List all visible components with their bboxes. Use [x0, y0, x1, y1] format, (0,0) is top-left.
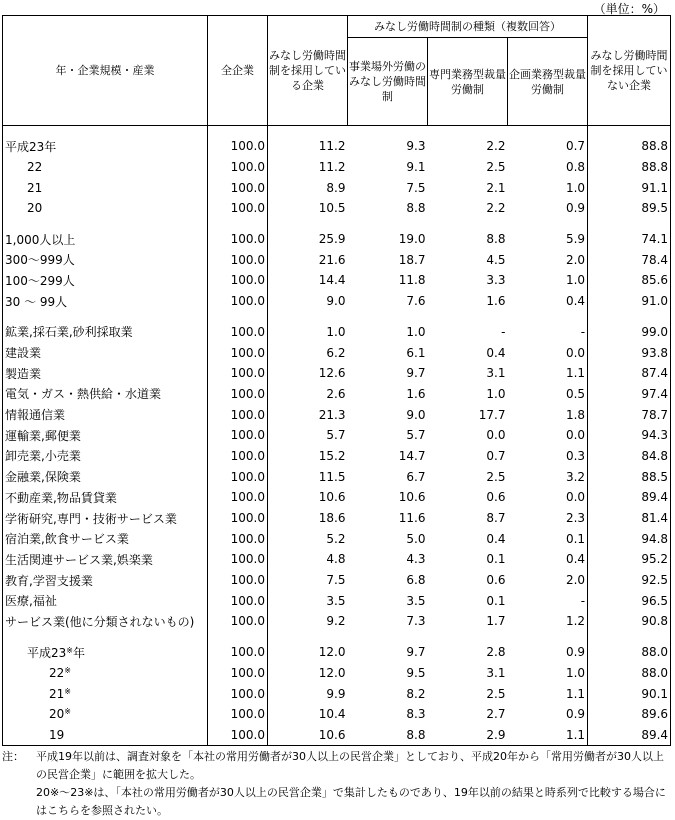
note-mark-sup: ※ [66, 645, 73, 655]
cell-value: 9.5 [406, 665, 426, 680]
cell-value: 88.8 [588, 136, 671, 157]
cell-value: 14.4 [268, 270, 348, 291]
cell-value: 14.7 [398, 448, 426, 463]
cell-value: 8.8 [348, 725, 428, 746]
cell-value: 9.0 [406, 407, 426, 422]
table-row [3, 704, 671, 725]
cell-value: 100.0 [208, 404, 268, 425]
cell-value: 21.6 [268, 249, 348, 270]
cell-value: 3.5 [406, 593, 426, 608]
cell-value: 1.2 [565, 614, 586, 629]
cell-value: 91.0 [588, 291, 671, 312]
table-row [3, 404, 671, 425]
cell-value: 10.4 [268, 704, 348, 725]
cell-value: 2.8 [486, 645, 506, 660]
cell-value: 100.0 [208, 363, 268, 384]
cell-value: 5.7 [406, 428, 426, 443]
row-label: 平成23年 [3, 136, 208, 157]
cell-value: 100.0 [208, 291, 268, 312]
cell-value: 2.5 [486, 686, 506, 701]
cell-value: 0.1 [486, 593, 506, 608]
cell-value: 2.5 [486, 160, 506, 175]
cell-value: 94.8 [588, 528, 671, 549]
cell-value: 74.1 [588, 229, 671, 250]
cell-value: 99.0 [588, 322, 671, 343]
cell-value: 84.8 [588, 446, 671, 467]
cell-value: 11.6 [398, 511, 426, 526]
notes [2, 748, 670, 820]
cell-value: 9.1 [406, 160, 426, 175]
note-mark-sup: ※ [64, 686, 71, 696]
cell-value: 10.6 [268, 725, 348, 746]
cell-value: 100.0 [208, 425, 268, 446]
table-row [3, 229, 671, 250]
cell-value: 0.6 [486, 573, 506, 588]
cell-value: 0.7 [486, 448, 506, 463]
cell-value: 8.2 [406, 686, 426, 701]
cell-value: 0.1 [486, 552, 506, 567]
cell-value: 11.5 [268, 466, 348, 487]
cell-value: 91.1 [588, 177, 671, 198]
row-label: サービス業(他に分類されないもの) [3, 611, 208, 632]
cell-value: 2.0 [565, 573, 586, 588]
row-label: 電気・ガス・熱供給・水道業 [3, 384, 208, 405]
row-label: 22 [3, 157, 208, 178]
cell-value: 5.9 [565, 232, 586, 247]
cell-value: 0.4 [565, 552, 586, 567]
header-type-professional: 専門業務型裁量労働制 [428, 38, 508, 126]
row-label: 卸売業,小売業 [3, 446, 208, 467]
cell-value: 4.8 [268, 549, 348, 570]
cell-value: 93.8 [588, 342, 671, 363]
cell-value: 0.6 [486, 490, 506, 505]
cell-value: 2.7 [486, 707, 506, 722]
table-row [3, 363, 671, 384]
table-row [3, 270, 671, 291]
cell-value: - [501, 324, 506, 339]
cell-value: 19.0 [398, 232, 426, 247]
cell-value: 3.5 [268, 590, 348, 611]
cell-value: 100.0 [208, 270, 268, 291]
cell-value: 11.2 [268, 157, 348, 178]
cell-value: 90.1 [588, 683, 671, 704]
cell-value: 0.4 [565, 294, 586, 309]
cell-value: 9.2 [268, 611, 348, 632]
cell-value: 4.3 [406, 552, 426, 567]
cell-value: 0.7 [565, 139, 586, 154]
row-label: 100～299人 [3, 270, 208, 291]
cell-value: 2.9 [428, 725, 508, 746]
cell-value: 97.4 [588, 384, 671, 405]
row-label: 22※ [3, 663, 208, 684]
cell-value: 0.0 [486, 428, 506, 443]
row-label: 20 [3, 198, 208, 219]
cell-value: 11.2 [268, 136, 348, 157]
table-row [3, 683, 671, 704]
cell-value: 9.0 [268, 291, 348, 312]
cell-value: 88.8 [588, 157, 671, 178]
cell-value: 1.1 [508, 725, 588, 746]
table-row [3, 291, 671, 312]
table-body [3, 126, 671, 746]
cell-value: 12.0 [268, 663, 348, 684]
cell-value: 8.8 [486, 232, 506, 247]
table-row [3, 611, 671, 632]
table-row [3, 177, 671, 198]
cell-value: 1.1 [565, 366, 586, 381]
header-row-label: 年・企業規模・産業 [3, 16, 208, 126]
cell-value: 100.0 [208, 384, 268, 405]
cell-value: 8.7 [486, 511, 506, 526]
row-label: 鉱業,採石業,砂利採取業 [3, 322, 208, 343]
table-row [3, 487, 671, 508]
cell-value: 100.0 [208, 229, 268, 250]
row-label: 平成23※年 [3, 642, 208, 663]
table-row [3, 528, 671, 549]
cell-value: 21.3 [268, 404, 348, 425]
cell-value: 100.0 [208, 725, 268, 746]
cell-value: 100.0 [208, 528, 268, 549]
table-row [3, 384, 671, 405]
row-label: 運輸業,郵便業 [3, 425, 208, 446]
cell-value: 1.6 [486, 294, 506, 309]
cell-value: 1.8 [565, 407, 586, 422]
cell-value: 17.7 [478, 407, 506, 422]
row-label: 建設業 [3, 342, 208, 363]
row-label: 21※ [3, 683, 208, 704]
cell-value: 8.9 [268, 177, 348, 198]
cell-value: 1.0 [565, 180, 586, 195]
cell-value: 100.0 [208, 487, 268, 508]
cell-value: 6.2 [268, 342, 348, 363]
cell-value: 3.2 [565, 469, 586, 484]
cell-value: 5.2 [268, 528, 348, 549]
cell-value: 89.6 [588, 704, 671, 725]
cell-value: 100.0 [208, 446, 268, 467]
cell-value: 5.0 [406, 531, 426, 546]
cell-value: 10.6 [398, 490, 426, 505]
cell-value: 7.5 [406, 180, 426, 195]
cell-value: 12.0 [268, 642, 348, 663]
cell-value: 100.0 [208, 704, 268, 725]
table-row [3, 590, 671, 611]
note-line-2: 20※～23※は、「本社の常用労働者が30人以上の民営企業」で集計したものであり、19年以前の結果と時系列で比較する場合にはこちらを参照されたい。 [36, 786, 666, 817]
cell-value: 0.0 [565, 345, 586, 360]
cell-value: 100.0 [208, 342, 268, 363]
cell-value: 100.0 [208, 198, 268, 219]
cell-value: 100.0 [208, 590, 268, 611]
spacer-row [3, 312, 671, 322]
note-mark-sup: ※ [64, 707, 71, 717]
table-row [3, 249, 671, 270]
cell-value: 0.9 [565, 201, 586, 216]
spacer-row [3, 219, 671, 229]
header-type-outside-work: 事業場外労働のみなし労働時間制 [348, 38, 428, 126]
cell-value: 2.5 [486, 469, 506, 484]
cell-value: 90.8 [588, 611, 671, 632]
cell-value: 1.0 [486, 386, 506, 401]
cell-value: 10.6 [268, 487, 348, 508]
cell-value: 3.3 [486, 273, 506, 288]
cell-value: 1.1 [565, 686, 586, 701]
table-row [3, 663, 671, 684]
spacer-row [3, 632, 671, 642]
table-row [3, 466, 671, 487]
cell-value: 89.4 [588, 487, 671, 508]
cell-value: 100.0 [208, 549, 268, 570]
cell-value: 3.1 [486, 665, 506, 680]
statistics-table [2, 15, 671, 746]
cell-value: 100.0 [208, 322, 268, 343]
table-row [3, 570, 671, 591]
cell-value: 2.1 [486, 180, 506, 195]
row-label: 医療,福祉 [3, 590, 208, 611]
row-label: 宿泊業,飲食サービス業 [3, 528, 208, 549]
table-row [3, 642, 671, 663]
cell-value: 0.8 [565, 160, 586, 175]
cell-value: 11.8 [398, 273, 426, 288]
table-row [3, 549, 671, 570]
cell-value: 7.5 [268, 570, 348, 591]
cell-value: 6.8 [406, 573, 426, 588]
cell-value: 100.0 [208, 157, 268, 178]
cell-value: 0.0 [565, 428, 586, 443]
cell-value: 100.0 [208, 663, 268, 684]
cell-value: 3.1 [486, 366, 506, 381]
cell-value: 1.0 [565, 273, 586, 288]
cell-value: 88.0 [588, 642, 671, 663]
cell-value: 18.7 [398, 252, 426, 267]
row-label: 21 [3, 177, 208, 198]
row-label: 1,000人以上 [3, 229, 208, 250]
cell-value: 0.4 [486, 345, 506, 360]
cell-value: 25.9 [268, 229, 348, 250]
table-header [3, 16, 671, 126]
cell-value: 95.2 [588, 549, 671, 570]
cell-value: 9.3 [406, 139, 426, 154]
cell-value: 9.9 [268, 683, 348, 704]
cell-value: 0.0 [565, 490, 586, 505]
cell-value: 1.6 [406, 386, 426, 401]
cell-value: 2.2 [486, 139, 506, 154]
cell-value: 96.5 [588, 590, 671, 611]
note-line-1: 平成19年以前は、調査対象を「本社の常用労働者が30人以上の民営企業」としており、平成20年から「常用労働者が30人以上の民営企業」に範囲を拡大した。 [36, 750, 664, 781]
cell-value: 12.6 [268, 363, 348, 384]
header-type-planning: 企画業務型裁量労働制 [508, 38, 588, 126]
cell-value: 89.5 [588, 198, 671, 219]
table-row [3, 725, 671, 746]
cell-value: 10.5 [268, 198, 348, 219]
row-label: 19 [3, 725, 208, 746]
table-row [3, 322, 671, 343]
table-row [3, 198, 671, 219]
cell-value: 88.0 [588, 663, 671, 684]
cell-value: 85.6 [588, 270, 671, 291]
cell-value: 4.5 [486, 252, 506, 267]
cell-value: 100.0 [208, 611, 268, 632]
cell-value: 94.3 [588, 425, 671, 446]
cell-value: 15.2 [268, 446, 348, 467]
cell-value: 100.0 [208, 466, 268, 487]
cell-value: 18.6 [268, 508, 348, 529]
header-types-group: みなし労働時間制の種類（複数回答） [348, 16, 588, 38]
cell-value: 2.3 [565, 511, 586, 526]
table-row [3, 136, 671, 157]
cell-value: 0.3 [565, 448, 586, 463]
cell-value: 78.4 [588, 249, 671, 270]
cell-value: 89.4 [588, 725, 671, 746]
cell-value: 6.1 [406, 345, 426, 360]
note-mark: 注： [2, 750, 24, 763]
cell-value: 7.3 [406, 614, 426, 629]
cell-value: - [580, 593, 586, 608]
unit-label: （単位：%） [593, 2, 665, 16]
note-mark-sup: ※ [64, 665, 71, 675]
row-label: 教育,学習支援業 [3, 570, 208, 591]
table-row [3, 425, 671, 446]
cell-value: 9.7 [406, 366, 426, 381]
cell-value: 1.0 [268, 322, 348, 343]
cell-value: 2.2 [486, 201, 506, 216]
cell-value: 0.4 [486, 531, 506, 546]
cell-value: 8.8 [406, 201, 426, 216]
cell-value: 0.1 [565, 531, 586, 546]
cell-value: - [580, 324, 586, 339]
cell-value: 0.5 [565, 386, 586, 401]
cell-value: 100.0 [208, 177, 268, 198]
table-row [3, 157, 671, 178]
cell-value: 81.4 [588, 508, 671, 529]
cell-value: 9.7 [406, 645, 426, 660]
row-label: 情報通信業 [3, 404, 208, 425]
table-row [3, 446, 671, 467]
cell-value: 6.7 [406, 469, 426, 484]
cell-value: 100.0 [208, 683, 268, 704]
cell-value: 78.7 [588, 404, 671, 425]
cell-value: 1.7 [486, 614, 506, 629]
cell-value: 0.9 [565, 707, 586, 722]
cell-value: 8.3 [406, 707, 426, 722]
row-label: 20※ [3, 704, 208, 725]
row-label: 30 ～ 99人 [3, 291, 208, 312]
row-label: 生活関連サービス業,娯楽業 [3, 549, 208, 570]
cell-value: 100.0 [208, 570, 268, 591]
cell-value: 0.9 [565, 645, 586, 660]
cell-value: 100.0 [208, 642, 268, 663]
row-label: 学術研究,専門・技術サービス業 [3, 508, 208, 529]
cell-value: 100.0 [208, 508, 268, 529]
cell-value: 88.5 [588, 466, 671, 487]
header-not-adopted: みなし労働時間制を採用していない企業 [588, 16, 671, 126]
header-adopted: みなし労働時間制を採用している企業 [268, 16, 348, 126]
row-label: 不動産業,物品賃貸業 [3, 487, 208, 508]
table-row [3, 508, 671, 529]
cell-value: 2.0 [565, 252, 586, 267]
table-row [3, 342, 671, 363]
cell-value: 100.0 [208, 249, 268, 270]
cell-value: 2.6 [268, 384, 348, 405]
cell-value: 1.0 [406, 324, 426, 339]
row-label: 300～999人 [3, 249, 208, 270]
row-label: 金融業,保険業 [3, 466, 208, 487]
row-label: 製造業 [3, 363, 208, 384]
spacer-row [3, 126, 671, 137]
cell-value: 100.0 [208, 136, 268, 157]
cell-value: 87.4 [588, 363, 671, 384]
header-all-companies: 全企業 [208, 16, 268, 126]
cell-value: 1.0 [565, 665, 586, 680]
cell-value: 7.6 [406, 294, 426, 309]
cell-value: 92.5 [588, 570, 671, 591]
cell-value: 5.7 [268, 425, 348, 446]
